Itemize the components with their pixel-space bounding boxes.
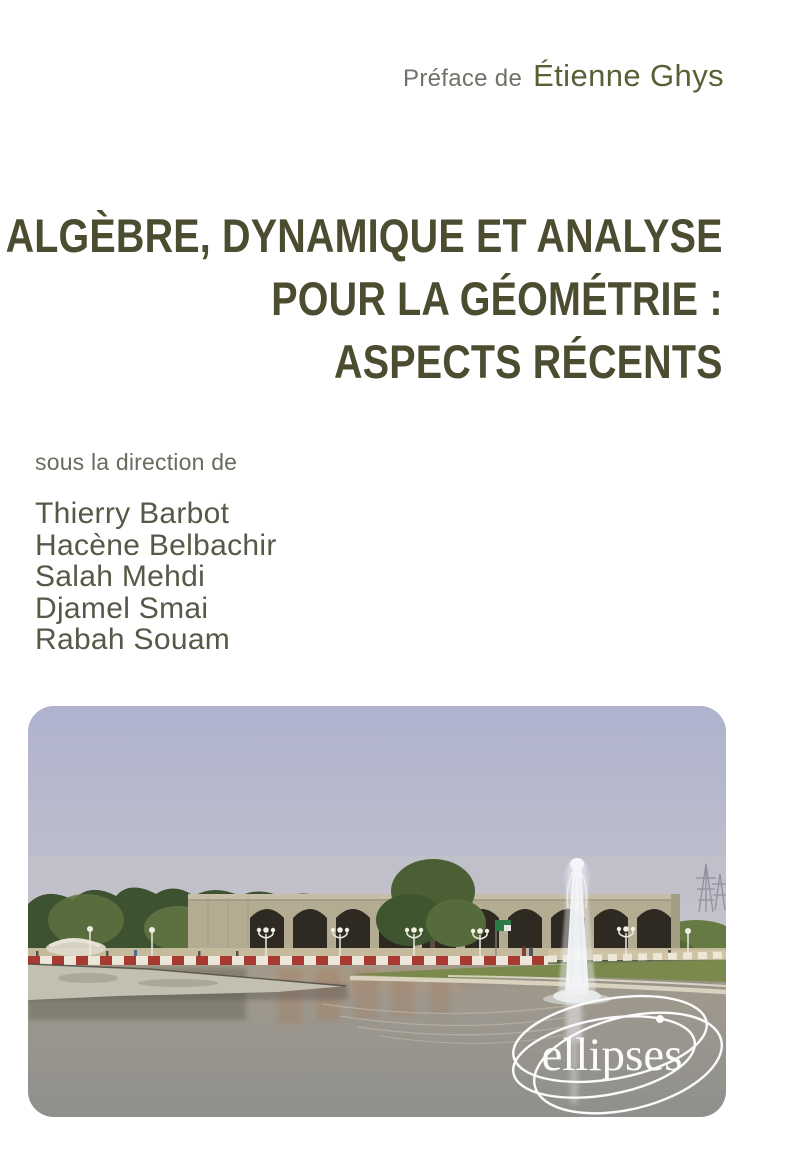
editor-name-3: Salah Mehdi	[35, 560, 206, 593]
white-sculpture	[46, 940, 106, 956]
preface-prefix: Préface de	[403, 65, 523, 92]
book-title	[6, 204, 723, 393]
direction-label: sous la direction de	[35, 449, 238, 475]
editor-name-5: Rabah Souam	[35, 623, 231, 656]
title-line-2: POUR LA GÉOMÉTRIE :	[271, 272, 723, 325]
cover-photo-illustration	[28, 706, 726, 1117]
publisher-logo-text: ellipses	[541, 1029, 683, 1081]
title-line-3: ASPECTS RÉCENTS	[334, 335, 723, 388]
logo-dot	[656, 1015, 664, 1023]
title-line-1: ALGÈBRE, DYNAMIQUE ET ANALYSE	[5, 209, 723, 262]
cover-photo	[28, 706, 726, 1117]
editor-name-1: Thierry Barbot	[35, 497, 230, 530]
editors-block	[35, 449, 277, 656]
editor-name-2: Hacène Belbachir	[35, 528, 277, 562]
preface-author-name: Étienne Ghys	[533, 58, 724, 93]
editor-name-4: Djamel Smai	[35, 591, 209, 625]
preface-line	[403, 58, 724, 94]
